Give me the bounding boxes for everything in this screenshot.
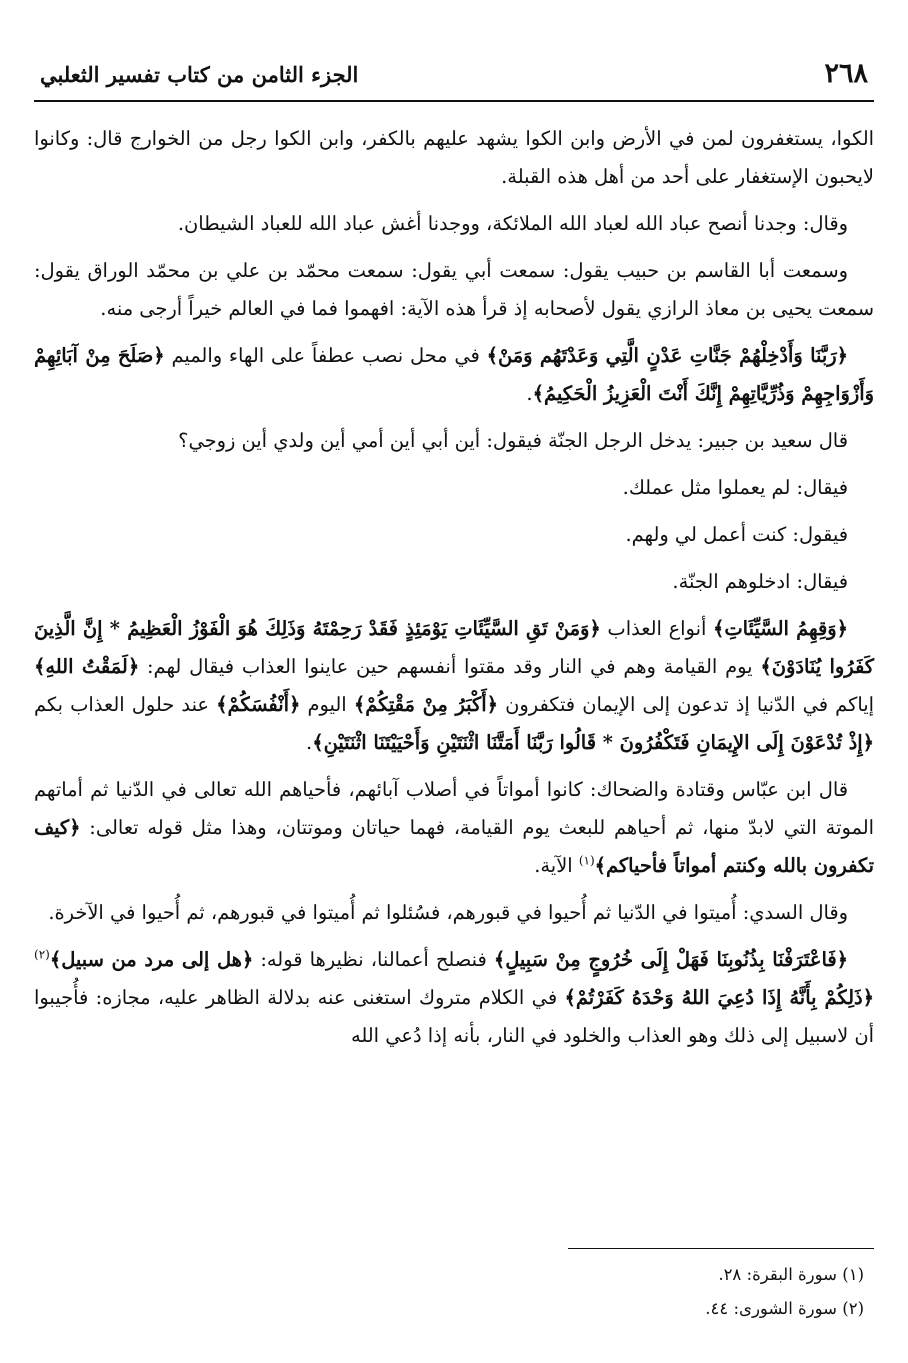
text-segment: فنصلح أعمالنا، نظيرها قوله: [253,948,494,971]
text-segment: عند حلول العذاب بكم [34,693,217,716]
quran-quote: ﴿إِذْ تُدْعَوْنَ إِلَى الإِيمَانِ فَتَكْفُرُونَ * قَالُوا رَبَّنَا أَمَتَّنَا اثْنَتَيْنِ وَأَحْيَيْتَنَا اثْنَتَيْنِ﴾ [312,731,874,754]
text-segment: . [306,731,313,754]
text-segment: يوم القيامة وهم في النار وقد مقتوا أنفسهم حين عاينوا العذاب فيقال لهم: [139,655,761,678]
paragraph [34,941,874,1055]
header-rule [34,100,874,102]
paragraph [34,563,874,601]
page-header [34,56,874,96]
paragraph [34,252,874,328]
footnote-ref: (٢) [34,947,50,962]
text-segment: اليوم [300,693,354,716]
text-segment: إياكم في الدّنيا إذ تدعون إلى الإيمان فتكفرون [498,693,875,716]
quran-quote: ﴿هل إلى مرد من سبيل﴾ [49,948,254,971]
quran-quote: ﴿لَمَقْتُ اللهِ﴾ [34,655,140,678]
paragraph [34,894,874,932]
text-segment: في محل نصب عطفاً على الهاء والميم [164,344,487,367]
quran-quote: ﴿وَمَنْ تَقِ السَّيِّئَاتِ يَوْمَئِذٍ فَقَدْ رَحِمْتَهُ وَذَلِكَ هُوَ الْفَوْزُ الْعَظِيمُ * إِنَّ الَّذِينَ كَفَرُوا يُنَادَوْنَ﴾ [34,617,875,678]
footnote-rule [568,1248,874,1249]
footnote-ref: (١) [578,853,595,868]
paragraph [34,120,874,196]
quran-quote: ﴿أَكْبَرُ مِنْ مَقْتِكُمْ﴾ [353,693,498,716]
footnote-1: (١) سورة البقرة: ٢٨. [718,1265,864,1284]
text-segment: في الكلام متروك استغنى عنه بدلالة الظاهر عليه، مجازه: فأُجيبوا أن لاسبيل إلى ذلك وهو العذاب والخلود في النار، بأنه إذا دُعي الله [34,986,874,1047]
text-segment: فيقال: ادخلوهم الجنّة. [672,570,848,593]
text-segment: وقال السدي: أُميتوا في الدّنيا ثم أُحيوا في قبورهم، فسُئلوا ثم أُميتوا في قبورهم، ثم أُحيوا في الآخرة. [48,901,848,924]
quran-quote: ﴿أَنْفُسَكُمْ﴾ [216,693,301,716]
paragraph [34,469,874,507]
text-segment: قال ابن عبّاس وقتادة والضحاك: كانوا أمواتاً في أصلاب آبائهم، فأحياهم الله تعالى في الدّنيا ثم أماتهم الموتة التي لابدّ منها، ثم أحياهم للبعث يوم القيامة، فهما حياتان وموتتان، وهذا مثل قوله تعالى: [34,778,874,839]
text-segment: فيقال: لم يعملوا مثل عملك. [622,476,848,499]
text-segment: الكوا، يستغفرون لمن في الأرض وابن الكوا يشهد عليهم بالكفر، وابن الكوا رجل من الخوارج قال: وكانوا لايحبون الإستغفار على أحد من أهل هذه القبلة. [34,127,874,188]
body-text [34,120,874,1064]
running-title: الجزء الثامن من كتاب تفسير الثعلبي [40,62,359,87]
quran-quote: ﴿كيف تكفرون بالله وكنتم أمواتاً فأحياكم﴾ [34,816,874,877]
text-segment: الآية. [534,854,579,877]
page-number: ٢٦٨ [824,58,868,89]
quran-quote: ﴿فَاعْتَرَفْنَا بِذُنُوبِنَا فَهَلْ إِلَى خُرُوجٍ مِنْ سَبِيلٍ﴾ [493,948,848,971]
quran-quote: ﴿رَبَّنَا وَأَدْخِلْهُمْ جَنَّاتِ عَدْنٍ الَّتِي وَعَدْتَهُم وَمَنْ﴾ [486,344,849,367]
quran-quote: ﴿وَقِهِمُ السَّيِّئَاتِ﴾ [713,617,848,640]
footnotes [34,1258,864,1326]
quran-quote: ﴿صَلَحَ مِنْ آبَائِهِمْ وَأَزْوَاجِهِمْ وَذُرِّيَّاتِهِمْ إِنَّكَ أَنْتَ الْعَزِيزُ الْحَكِيمُ﴾ [34,344,874,405]
text-segment: قال سعيد بن جبير: يدخل الرجل الجنّة فيقول: أين أبي أين أمي أين ولدي أين زوجي؟ [178,429,848,452]
paragraph [34,337,874,413]
paragraph [34,422,874,460]
text-segment: وقال: وجدنا أنصح عباد الله لعباد الله الملائكة، ووجدنا أغش عباد الله للعباد الشيطان. [177,212,848,235]
paragraph [34,205,874,243]
text-segment: فيقول: كنت أعمل لي ولهم. [625,523,848,546]
text-segment: أنواع العذاب [600,617,714,640]
quran-quote: ﴿ذَلِكُمْ بِأَنَّهُ إِذَا دُعِيَ اللهُ وَحْدَهُ كَفَرْتُمْ﴾ [564,986,874,1009]
paragraph [34,516,874,554]
paragraph [34,610,874,762]
footnote-2: (٢) سورة الشورى: ٤٤. [705,1299,864,1318]
text-segment: وسمعت أبا القاسم بن حبيب يقول: سمعت أبي يقول: سمعت محمّد بن علي بن محمّد الوراق يقول: سمعت يحيى بن معاذ الرازي يقول لأصحابه إذ قرأ هذه الآية: افهموا فما في العالم خيراً أرجى منه. [34,259,874,320]
paragraph [34,771,874,885]
text-segment: . [526,382,533,405]
